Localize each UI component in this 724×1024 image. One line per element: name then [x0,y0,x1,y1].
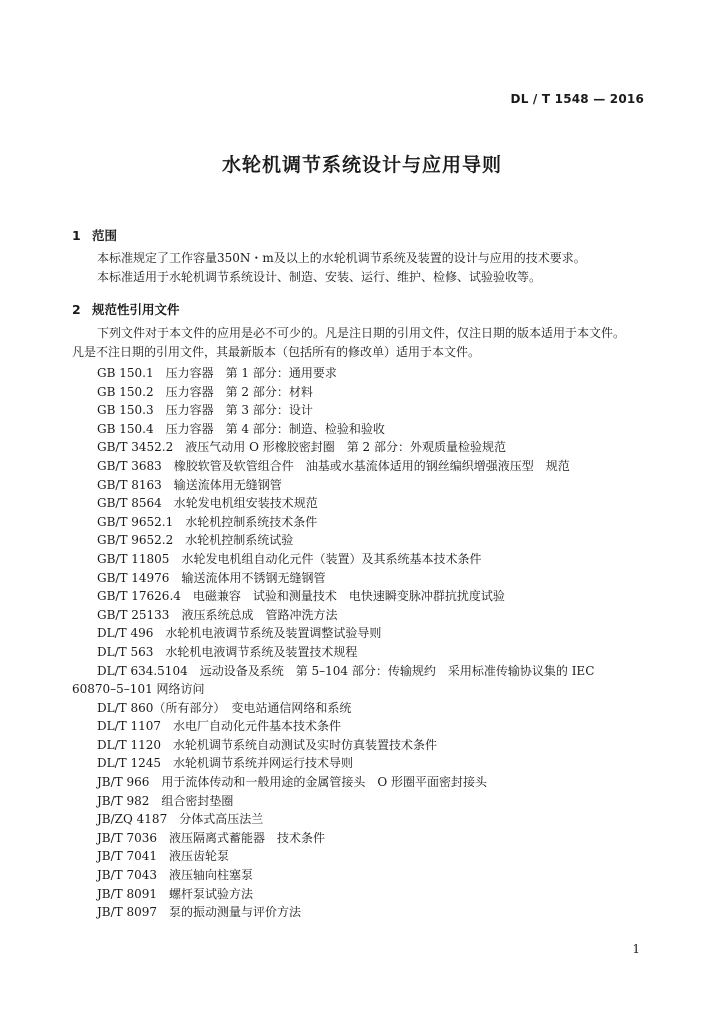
section-1-heading [72,226,117,244]
page-number: 1 [632,942,640,956]
reference-item: DL/T 1107 水电厂自动化元件基本技术条件 [97,719,341,734]
reference-item: GB/T 9652.1 水轮机控制系统技术条件 [97,514,318,529]
reference-item: GB/T 25133 液压系统总成 管路冲洗方法 [97,607,338,622]
section-title: 范围 [92,228,118,243]
reference-item: DL/T 1120 水轮机调节系统自动测试及实时仿真装置技术条件 [97,737,437,752]
reference-item: GB/T 17626.4 电磁兼容 试验和测量技术 电快速瞬变脉冲群抗扰度试验 [97,589,505,604]
reference-item: GB 150.2 压力容器 第 2 部分：材料 [97,384,313,399]
reference-item: JB/T 7041 液压齿轮泵 [97,849,230,864]
scope-paragraph: 本标准规定了工作容量350N・m及以上的水轮机调节系统及装置的设计与应用的技术要求。 [97,251,586,265]
reference-item: GB 150.1 压力容器 第 1 部分：通用要求 [97,366,337,380]
references-intro: 凡是不注日期的引用文件，其最新版本（包括所有的修改单）适用于本文件。 [72,345,481,359]
reference-item: GB/T 14976 输送流体用不锈钢无缝钢管 [97,570,326,585]
reference-item: DL/T 563 水轮机电液调节系统及装置技术规程 [97,644,358,659]
reference-item: JB/T 982 组合密封垫圈 [97,793,234,808]
reference-item: DL/T 496 水轮机电液调节系统及装置调整试验导则 [97,626,382,641]
reference-item: GB/T 8163 输送流体用无缝钢管 [97,477,282,492]
reference-item: DL/T 1245 水轮机调节系统并网运行技术导则 [97,756,353,771]
reference-item: GB/T 3452.2 液压气动用 O 形橡胶密封圈 第 2 部分：外观质量检验规范 [97,440,506,455]
section-2-heading [72,300,180,318]
reference-item: GB/T 3683 橡胶软管及软管组合件 油基或水基流体适用的钢丝编织增强液压型 规范 [97,458,570,473]
reference-item: JB/T 8097 泵的振动测量与评价方法 [97,905,302,920]
section-title: 规范性引用文件 [92,302,180,317]
standard-code: DL / T 1548 — 2016 [510,92,644,106]
reference-item: GB 150.3 压力容器 第 3 部分：设计 [97,403,313,418]
reference-item-continuation: 60870–5–101 网络访问 [72,682,205,697]
scope-paragraph: 本标准适用于水轮机调节系统设计、制造、安装、运行、维护、检修、试验验收等。 [97,270,542,284]
reference-item: DL/T 634.5104 远动设备及系统 第 5–104 部分：传输规约 采用标准传输协议集的 IEC [97,663,595,678]
reference-item: JB/ZQ 4187 分体式高压法兰 [97,812,264,827]
reference-item: GB/T 9652.2 水轮机控制系统试验 [97,533,294,548]
reference-item: GB/T 8564 水轮发电机组安装技术规范 [97,496,318,511]
section-number: 1 [72,228,81,243]
references-intro: 下列文件对于本文件的应用是必不可少的。凡是注日期的引用文件，仅注日期的版本适用于本文件。 [97,326,626,340]
reference-item: JB/T 8091 螺杆泵试验方法 [97,886,254,901]
reference-item: JB/T 7043 液压轴向柱塞泵 [97,868,254,883]
reference-item: JB/T 966 用于流体传动和一般用途的金属管接头 O 形圈平面密封接头 [97,775,488,790]
normative-references-list [72,364,657,922]
section-number: 2 [72,302,81,317]
reference-item: DL/T 860（所有部分） 变电站通信网络和系统 [97,700,352,715]
reference-item: GB/T 11805 水轮发电机组自动化元件（装置）及其系统基本技术条件 [97,551,482,566]
reference-item: GB 150.4 压力容器 第 4 部分：制造、检验和验收 [97,421,385,436]
reference-item: JB/T 7036 液压隔离式蓄能器 技术条件 [97,830,326,845]
document-title: 水轮机调节系统设计与应用导则 [221,154,502,176]
